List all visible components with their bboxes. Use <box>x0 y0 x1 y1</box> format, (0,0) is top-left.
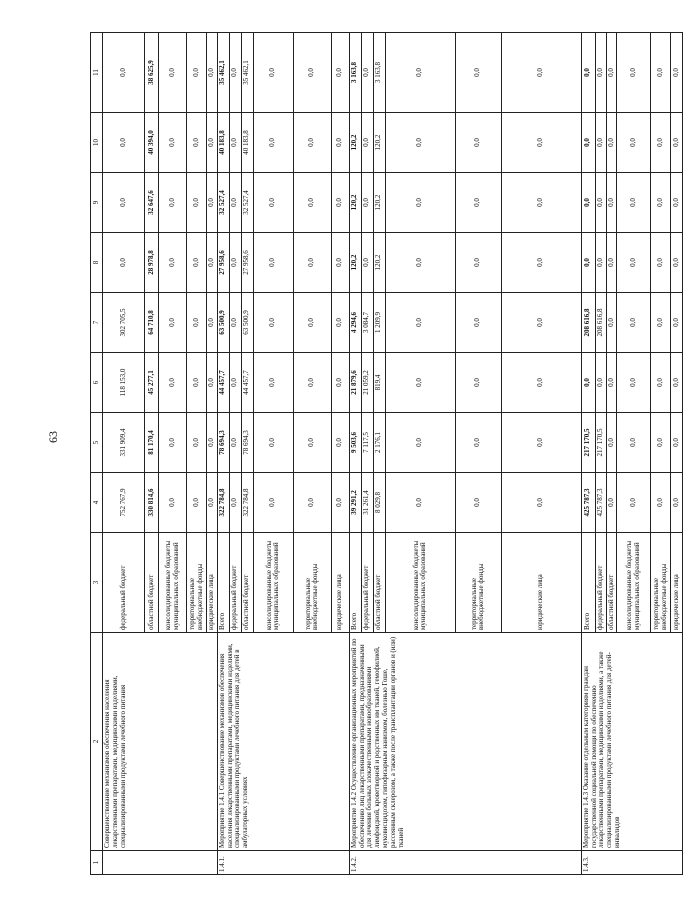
amount-cell: 35 462,1 <box>241 33 253 113</box>
column-number-cell: 2 <box>91 633 103 851</box>
funding-source-cell: консолидированные бюджеты муниципальных образований <box>253 533 293 633</box>
amount-cell: 330 814,6 <box>145 473 159 533</box>
amount-cell: 0,0 <box>361 173 373 233</box>
amount-cell: 0,0 <box>385 113 455 173</box>
amount-cell: 39 291,2 <box>349 473 361 533</box>
amount-cell: 208 616,8 <box>595 293 606 353</box>
funding-source-cell: областной бюджет <box>606 533 617 633</box>
amount-cell: 0,0 <box>159 293 187 353</box>
amount-cell: 0,0 <box>455 293 501 353</box>
funding-source-cell: Всего <box>217 533 229 633</box>
amount-cell: 8 029,8 <box>373 473 385 533</box>
amount-cell: 64 710,8 <box>145 293 159 353</box>
amount-cell: 120,2 <box>349 173 361 233</box>
amount-cell: 0,0 <box>651 233 671 293</box>
amount-cell: 0,0 <box>455 473 501 533</box>
amount-cell: 45 277,1 <box>145 353 159 413</box>
amount-cell: 0,0 <box>581 113 595 173</box>
funding-source-cell: юридические лица <box>207 533 218 633</box>
funding-source-cell: юридические лица <box>501 533 581 633</box>
amount-cell: 0,0 <box>159 413 187 473</box>
amount-cell: 0,0 <box>651 353 671 413</box>
amount-cell: 0,0 <box>229 33 241 113</box>
funding-source-cell: юридические лица <box>671 533 683 633</box>
amount-cell: 63 500,9 <box>241 293 253 353</box>
amount-cell: 0,0 <box>331 173 349 233</box>
amount-cell: 44 457,7 <box>217 353 229 413</box>
amount-cell: 0,0 <box>159 173 187 233</box>
amount-cell: 0,0 <box>595 113 606 173</box>
amount-cell: 0,0 <box>331 473 349 533</box>
table-row <box>349 33 361 875</box>
amount-cell: 0,0 <box>455 113 501 173</box>
column-number-cell: 10 <box>91 113 103 173</box>
amount-cell: 0,0 <box>293 293 331 353</box>
amount-cell: 217 170,5 <box>595 413 606 473</box>
amount-cell: 27 958,6 <box>241 233 253 293</box>
column-number-cell: 5 <box>91 413 103 473</box>
amount-cell: 0,0 <box>331 33 349 113</box>
funding-source-cell: территориальные внебюджетные фонды <box>187 533 207 633</box>
amount-cell: 0,0 <box>229 293 241 353</box>
amount-cell: 0,0 <box>385 413 455 473</box>
amount-cell: 28 978,8 <box>145 233 159 293</box>
amount-cell: 0,0 <box>253 413 293 473</box>
amount-cell: 0,0 <box>385 473 455 533</box>
amount-cell: 0,0 <box>671 413 683 473</box>
amount-cell: 0,0 <box>617 233 651 293</box>
amount-cell: 0,0 <box>651 173 671 233</box>
column-number-cell: 3 <box>91 533 103 633</box>
amount-cell: 0,0 <box>361 233 373 293</box>
amount-cell: 0,0 <box>187 113 207 173</box>
amount-cell: 0,0 <box>187 473 207 533</box>
amount-cell: 0,0 <box>103 173 145 233</box>
amount-cell: 425 787,3 <box>595 473 606 533</box>
amount-cell: 0,0 <box>187 233 207 293</box>
amount-cell: 120,2 <box>373 113 385 173</box>
amount-cell: 0,0 <box>651 473 671 533</box>
amount-cell: 0,0 <box>595 173 606 233</box>
amount-cell: 0,0 <box>103 233 145 293</box>
amount-cell: 38 625,9 <box>145 33 159 113</box>
amount-cell: 0,0 <box>253 293 293 353</box>
amount-cell: 819,4 <box>373 353 385 413</box>
amount-cell: 0,0 <box>651 293 671 353</box>
amount-cell: 0,0 <box>651 33 671 113</box>
amount-cell: 27 958,6 <box>217 233 229 293</box>
amount-cell: 35 462,1 <box>217 33 229 113</box>
amount-cell: 0,0 <box>606 113 617 173</box>
amount-cell: 0,0 <box>293 173 331 233</box>
column-number-cell: 9 <box>91 173 103 233</box>
amount-cell: 0,0 <box>651 113 671 173</box>
funding-table <box>90 32 683 875</box>
amount-cell: 21 879,6 <box>349 353 361 413</box>
amount-cell: 40 394,0 <box>145 113 159 173</box>
amount-cell: 0,0 <box>253 173 293 233</box>
amount-cell: 0,0 <box>581 33 595 113</box>
amount-cell: 0,0 <box>293 113 331 173</box>
amount-cell: 0,0 <box>617 473 651 533</box>
amount-cell: 7 117,5 <box>361 413 373 473</box>
measure-name-cell: Мероприятие 1.4.3 Оказание отдельным категориям граждан государственной социальной помощи по обеспечению лекарственными препаратами, медицинскими изделиями, а также специализированными продуктами лечебного питания для детей-инвалидов <box>581 633 683 851</box>
amount-cell: 0,0 <box>253 113 293 173</box>
amount-cell: 120,2 <box>373 173 385 233</box>
table-body <box>91 33 683 875</box>
amount-cell: 331 909,4 <box>103 413 145 473</box>
funding-source-cell: консолидированные бюджеты муниципальных образований <box>159 533 187 633</box>
amount-cell: 44 457,7 <box>241 353 253 413</box>
column-number-cell: 11 <box>91 33 103 113</box>
amount-cell: 120,2 <box>349 233 361 293</box>
amount-cell: 4 294,6 <box>349 293 361 353</box>
amount-cell: 0,0 <box>159 353 187 413</box>
table-row <box>103 33 145 875</box>
funding-source-cell: юридические лица <box>331 533 349 633</box>
scanned-page <box>90 33 681 875</box>
amount-cell: 0,0 <box>229 173 241 233</box>
column-number-cell: 4 <box>91 473 103 533</box>
measure-name-cell: Мероприятие 1.4.1 Совершенствование механизмов обеспечения населения лекарственными препаратами, медицинскими изделиями, специализированными продуктами лечебного питания для детей в амбулаторных условиях <box>217 633 349 851</box>
funding-source-cell: консолидированные бюджеты муниципальных образований <box>617 533 651 633</box>
row-number-cell: 1.4.2. <box>349 851 581 875</box>
amount-cell: 0,0 <box>501 473 581 533</box>
column-number-cell: 6 <box>91 353 103 413</box>
amount-cell: 120,2 <box>373 233 385 293</box>
amount-cell: 0,0 <box>501 33 581 113</box>
amount-cell: 208 616,8 <box>581 293 595 353</box>
amount-cell: 0,0 <box>455 413 501 473</box>
amount-cell: 0,0 <box>455 33 501 113</box>
amount-cell: 21 059,2 <box>361 353 373 413</box>
amount-cell: 0,0 <box>606 413 617 473</box>
amount-cell: 120,2 <box>349 113 361 173</box>
table-row <box>217 33 229 875</box>
amount-cell: 0,0 <box>581 353 595 413</box>
funding-source-cell: федеральный бюджет <box>103 533 145 633</box>
amount-cell: 32 647,6 <box>145 173 159 233</box>
amount-cell: 0,0 <box>207 173 218 233</box>
amount-cell: 0,0 <box>671 353 683 413</box>
amount-cell: 0,0 <box>385 33 455 113</box>
amount-cell: 0,0 <box>159 473 187 533</box>
rotated-table-container <box>90 33 681 875</box>
amount-cell: 3 163,8 <box>373 33 385 113</box>
amount-cell: 0,0 <box>671 473 683 533</box>
amount-cell: 0,0 <box>361 33 373 113</box>
amount-cell: 0,0 <box>606 353 617 413</box>
amount-cell: 0,0 <box>207 473 218 533</box>
amount-cell: 0,0 <box>229 233 241 293</box>
amount-cell: 0,0 <box>617 113 651 173</box>
funding-source-cell: консолидированные бюджеты муниципальных образований <box>385 533 455 633</box>
funding-source-cell: Всего <box>349 533 361 633</box>
amount-cell: 0,0 <box>581 233 595 293</box>
amount-cell: 118 153,0 <box>103 353 145 413</box>
amount-cell: 0,0 <box>207 33 218 113</box>
amount-cell: 31 261,4 <box>361 473 373 533</box>
amount-cell: 40 183,8 <box>241 113 253 173</box>
amount-cell: 0,0 <box>595 33 606 113</box>
amount-cell: 0,0 <box>187 413 207 473</box>
amount-cell: 0,0 <box>581 173 595 233</box>
amount-cell: 0,0 <box>187 293 207 353</box>
amount-cell: 0,0 <box>187 353 207 413</box>
amount-cell: 0,0 <box>331 353 349 413</box>
amount-cell: 0,0 <box>229 353 241 413</box>
amount-cell: 0,0 <box>606 233 617 293</box>
amount-cell: 0,0 <box>187 173 207 233</box>
row-number-cell: 1.4.1. <box>217 851 349 875</box>
amount-cell: 0,0 <box>159 33 187 113</box>
table-row <box>581 33 595 875</box>
amount-cell: 0,0 <box>501 233 581 293</box>
amount-cell: 0,0 <box>617 33 651 113</box>
amount-cell: 0,0 <box>331 293 349 353</box>
amount-cell: 0,0 <box>671 33 683 113</box>
amount-cell: 322 784,8 <box>217 473 229 533</box>
amount-cell: 0,0 <box>385 353 455 413</box>
amount-cell: 0,0 <box>671 113 683 173</box>
amount-cell: 752 767,9 <box>103 473 145 533</box>
amount-cell: 1 209,9 <box>373 293 385 353</box>
page-number: 63 <box>46 431 60 443</box>
funding-source-cell: областной бюджет <box>373 533 385 633</box>
amount-cell: 302 705,5 <box>103 293 145 353</box>
amount-cell: 81 170,4 <box>145 413 159 473</box>
amount-cell: 0,0 <box>617 413 651 473</box>
amount-cell: 0,0 <box>501 173 581 233</box>
funding-source-cell: федеральный бюджет <box>361 533 373 633</box>
measure-name-cell: Совершенствование механизмов обеспечения населения лекарственными препаратами, медицинскими изделиями, специализированными продуктами лечебного питания <box>103 633 218 851</box>
amount-cell: 0,0 <box>501 353 581 413</box>
amount-cell: 0,0 <box>187 33 207 113</box>
amount-cell: 0,0 <box>331 113 349 173</box>
funding-source-cell: федеральный бюджет <box>229 533 241 633</box>
amount-cell: 0,0 <box>253 473 293 533</box>
row-number-cell <box>103 851 218 875</box>
amount-cell: 0,0 <box>651 413 671 473</box>
amount-cell: 0,0 <box>229 413 241 473</box>
amount-cell: 0,0 <box>331 413 349 473</box>
amount-cell: 0,0 <box>606 293 617 353</box>
amount-cell: 0,0 <box>207 293 218 353</box>
amount-cell: 0,0 <box>361 113 373 173</box>
amount-cell: 0,0 <box>455 173 501 233</box>
funding-source-cell: территориальные внебюджетные фонды <box>293 533 331 633</box>
amount-cell: 0,0 <box>331 233 349 293</box>
amount-cell: 0,0 <box>253 233 293 293</box>
amount-cell: 0,0 <box>501 413 581 473</box>
funding-source-cell: территориальные внебюджетные фонды <box>455 533 501 633</box>
amount-cell: 0,0 <box>455 353 501 413</box>
amount-cell: 78 694,3 <box>217 413 229 473</box>
funding-source-cell: областной бюджет <box>145 533 159 633</box>
amount-cell: 0,0 <box>385 293 455 353</box>
amount-cell: 322 784,8 <box>241 473 253 533</box>
funding-source-cell: областной бюджет <box>241 533 253 633</box>
amount-cell: 78 694,3 <box>241 413 253 473</box>
amount-cell: 425 787,3 <box>581 473 595 533</box>
amount-cell: 0,0 <box>617 293 651 353</box>
amount-cell: 32 527,4 <box>241 173 253 233</box>
column-number-cell: 8 <box>91 233 103 293</box>
amount-cell: 217 170,5 <box>581 413 595 473</box>
measure-name-cell: Мероприятие 1.4.2 Осуществление организационных мероприятий по обеспечению лиц лекарственными препаратами, предназначенными для лечения больных злокачественными новообразованиями лимфоидной, кроветворной и родственных им тканей, гемофилией, муковисцидозом, гипофизарным нанизмом, болезнью Гоше, рассеянным склерозом, а также после трансплантации органов и (или) тканей <box>349 633 581 851</box>
amount-cell: 0,0 <box>293 473 331 533</box>
amount-cell: 0,0 <box>159 233 187 293</box>
amount-cell: 0,0 <box>671 293 683 353</box>
amount-cell: 0,0 <box>293 33 331 113</box>
amount-cell: 0,0 <box>671 173 683 233</box>
amount-cell: 0,0 <box>159 113 187 173</box>
amount-cell: 0,0 <box>671 233 683 293</box>
amount-cell: 3 084,7 <box>361 293 373 353</box>
amount-cell: 63 500,9 <box>217 293 229 353</box>
amount-cell: 0,0 <box>455 233 501 293</box>
amount-cell: 0,0 <box>253 353 293 413</box>
amount-cell: 9 503,6 <box>349 413 361 473</box>
amount-cell: 0,0 <box>103 33 145 113</box>
amount-cell: 3 163,8 <box>349 33 361 113</box>
funding-source-cell: территориальные внебюджетные фонды <box>651 533 671 633</box>
amount-cell: 0,0 <box>207 413 218 473</box>
amount-cell: 0,0 <box>207 113 218 173</box>
amount-cell: 0,0 <box>103 113 145 173</box>
amount-cell: 0,0 <box>501 113 581 173</box>
amount-cell: 0,0 <box>606 33 617 113</box>
amount-cell: 0,0 <box>253 33 293 113</box>
amount-cell: 0,0 <box>617 173 651 233</box>
amount-cell: 40 183,8 <box>217 113 229 173</box>
amount-cell: 0,0 <box>606 173 617 233</box>
amount-cell: 0,0 <box>385 233 455 293</box>
amount-cell: 0,0 <box>293 353 331 413</box>
amount-cell: 0,0 <box>385 173 455 233</box>
row-number-cell: 1.4.3. <box>581 851 683 875</box>
funding-source-cell: федеральный бюджет <box>595 533 606 633</box>
column-number-cell: 1 <box>91 851 103 875</box>
amount-cell: 0,0 <box>501 293 581 353</box>
amount-cell: 32 527,4 <box>217 173 229 233</box>
column-number-cell: 7 <box>91 293 103 353</box>
header-row <box>91 33 103 875</box>
amount-cell: 0,0 <box>595 233 606 293</box>
amount-cell: 0,0 <box>207 353 218 413</box>
amount-cell: 0,0 <box>595 353 606 413</box>
amount-cell: 2 176,1 <box>373 413 385 473</box>
amount-cell: 0,0 <box>207 233 218 293</box>
amount-cell: 0,0 <box>606 473 617 533</box>
amount-cell: 0,0 <box>293 233 331 293</box>
funding-source-cell: Всего <box>581 533 595 633</box>
amount-cell: 0,0 <box>229 113 241 173</box>
amount-cell: 0,0 <box>229 473 241 533</box>
amount-cell: 0,0 <box>617 353 651 413</box>
amount-cell: 0,0 <box>293 413 331 473</box>
